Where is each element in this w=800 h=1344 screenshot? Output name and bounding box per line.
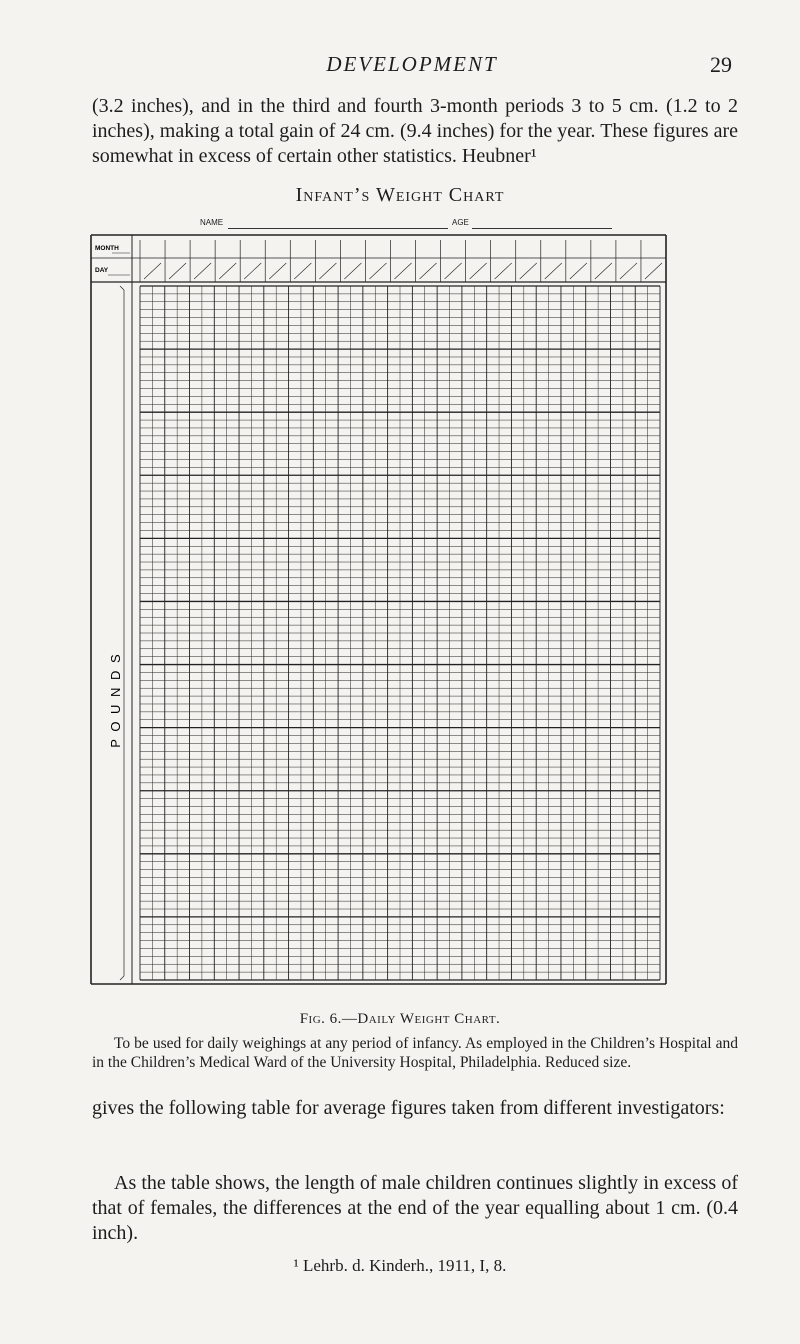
month-label: MONTH: [95, 245, 119, 252]
paragraph-3: As the table shows, the length of male children continues slightly in excess of that of females, the differences at the end of the year equalling about 1 cm. (0.4 inch).: [92, 1172, 738, 1244]
day-slash: [144, 263, 161, 279]
day-slash: [294, 263, 311, 279]
day-slash: [570, 263, 587, 279]
page-header: [92, 52, 732, 82]
day-slash: [269, 263, 286, 279]
page-number: 29: [710, 52, 732, 77]
day-slash: [595, 263, 612, 279]
day-slash: [219, 263, 236, 279]
day-slash: [369, 263, 386, 279]
weight-chart-form: [90, 234, 670, 986]
day-slash: [319, 263, 336, 279]
pounds-bracket: [120, 286, 124, 290]
day-slash: [445, 263, 462, 279]
day-slash: [520, 263, 537, 279]
day-label: DAY: [95, 267, 109, 274]
figure-caption-text: To be used for daily weighings at any period of infancy. As employed in the Children’s Hospital and in the Children’s Medical Ward of the University Hospital, Philadelphia. Reduced size.: [92, 1035, 738, 1071]
footnote: ¹ Lehrb. d. Kinderh., 1911, I, 8.: [293, 1256, 507, 1275]
paragraph-1: (3.2 inches), and in the third and fourth 3-month periods 3 to 5 cm. (1.2 to 2 inches), making a total gain of 24 cm. (9.4 inches) for the year. These figures are somewhat in excess of certain other statistics. Heubner¹: [92, 95, 738, 167]
paragraph-2: gives the following table for average figures taken from different investigators:: [92, 1097, 725, 1119]
day-slash: [620, 263, 637, 279]
name-age-line: [200, 218, 620, 232]
day-slash: [645, 263, 662, 279]
day-slash: [394, 263, 411, 279]
day-slash: [169, 263, 186, 279]
name-blank-line: [228, 228, 448, 229]
day-slash: [545, 263, 562, 279]
day-slash: [470, 263, 487, 279]
name-label: NAME: [200, 218, 224, 227]
day-slash: [244, 263, 261, 279]
day-slash: [420, 263, 437, 279]
day-slash: [344, 263, 361, 279]
figure-caption-title: [0, 1011, 800, 1028]
day-slash: [495, 263, 512, 279]
chart-title: Infant’s Weight Chart: [295, 184, 505, 206]
chart-grid: [91, 235, 666, 984]
age-blank-line: [472, 228, 612, 229]
pounds-bracket: [120, 976, 124, 980]
caption-prefix: Fig. 6.—Daily Weight Chart.: [299, 1011, 501, 1027]
pounds-label: P O U N D S: [108, 652, 123, 748]
day-slash: [194, 263, 211, 279]
age-label: AGE: [452, 218, 469, 227]
running-head: DEVELOPMENT: [326, 52, 498, 76]
